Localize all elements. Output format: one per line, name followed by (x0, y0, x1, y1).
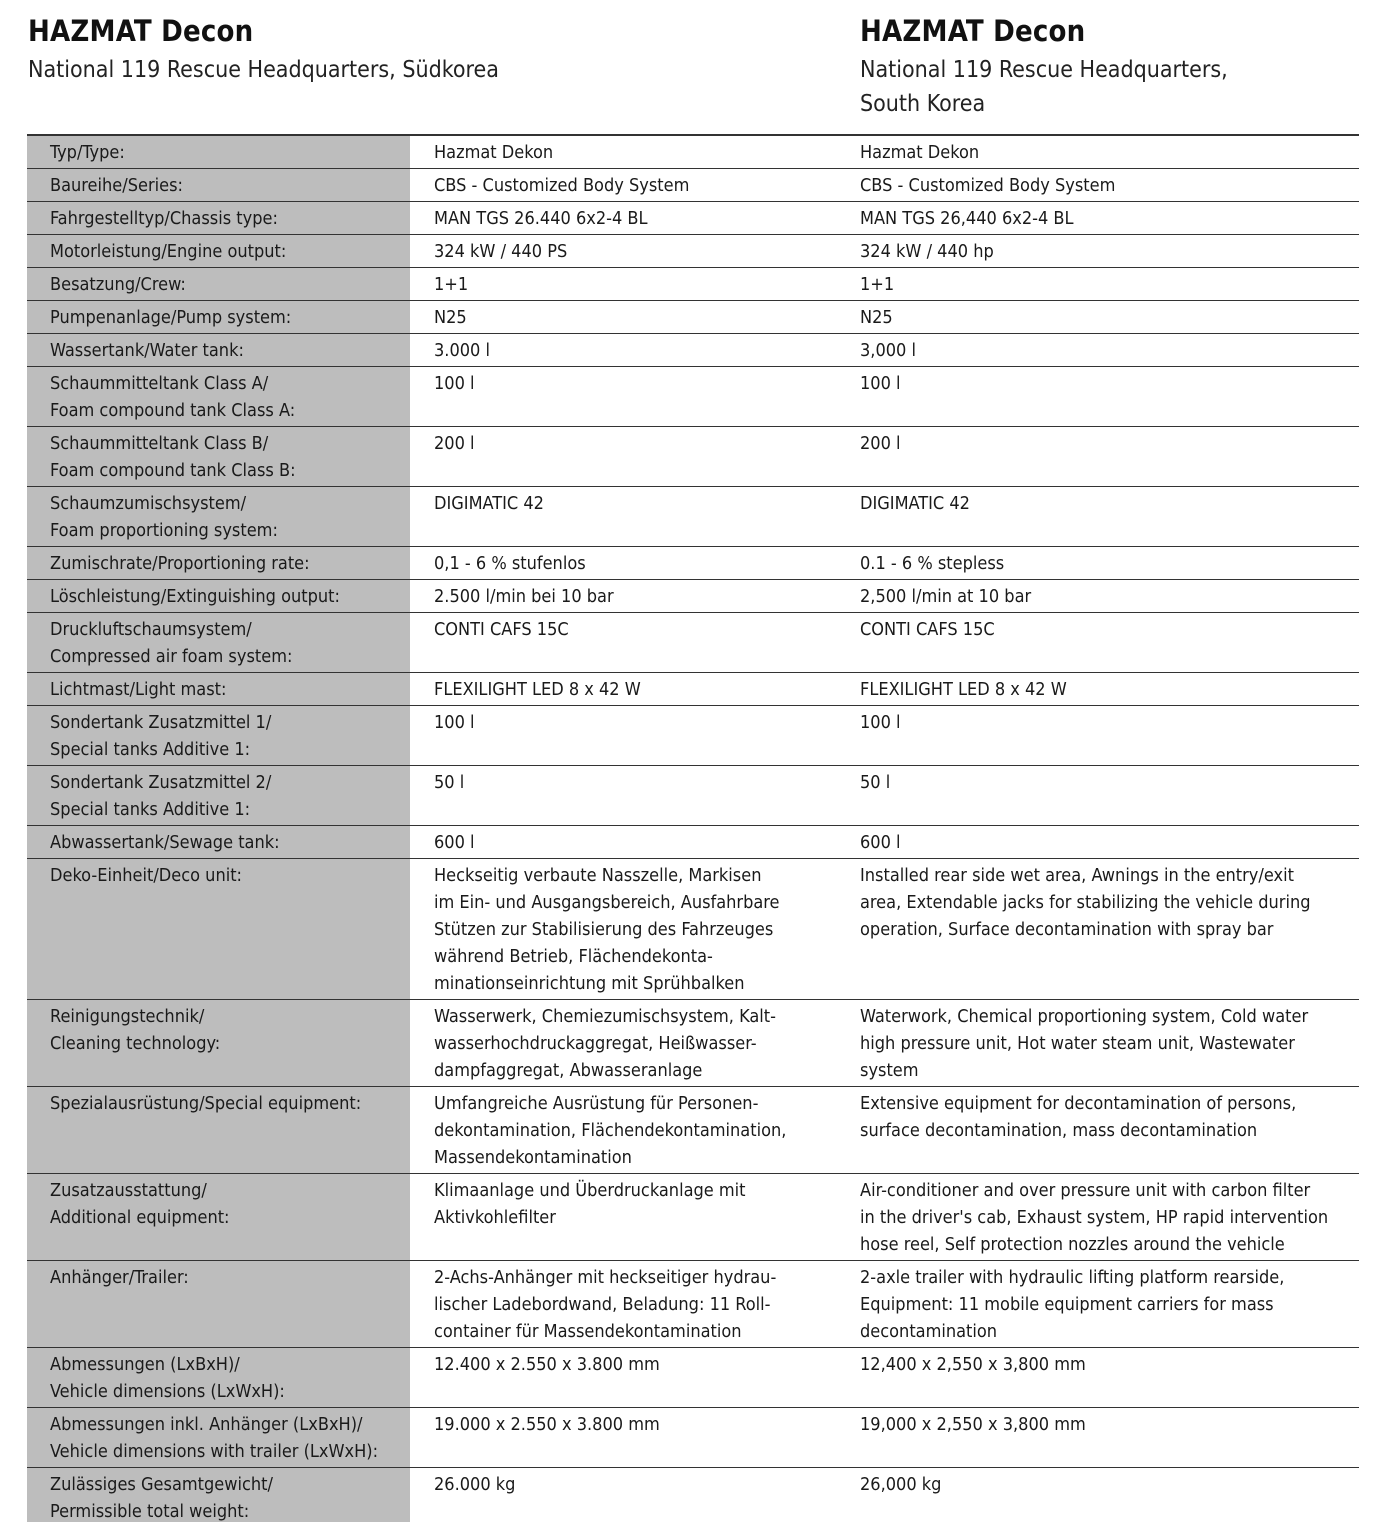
row-value-english (836, 580, 1359, 612)
row-label-cell (27, 268, 410, 300)
row-label-cell-text: Abmessungen (LxBxH)/ Vehicle dimensions (LxWxH): (50, 1354, 285, 1402)
row-value-german-text: 2-Achs-Anhänger mit heckseitiger hydrau- lischer Ladebordwand, Beladung: 11 Roll- container für Massendekontamination (434, 1267, 777, 1342)
row-value-english-text: 600 l (860, 832, 901, 853)
table-row (27, 580, 1359, 613)
row-value-german-text: 200 l (434, 433, 475, 454)
row-value-english-text: 12,400 x 2,550 x 3,800 mm (860, 1354, 1086, 1375)
row-value-german (410, 859, 836, 999)
row-value-german-text: 12.400 x 2.550 x 3.800 mm (434, 1354, 660, 1375)
row-value-german-text: 50 l (434, 772, 465, 793)
row-label-cell (27, 706, 410, 765)
row-label-cell-text: Schaumzumischsystem/ Foam proportioning system: (50, 493, 278, 541)
row-label-cell-text: Typ/Type: (50, 142, 125, 163)
row-label-cell (27, 826, 410, 858)
row-label-cell-text: Besatzung/Crew: (50, 274, 186, 295)
row-value-english-text: Extensive equipment for decontamination of persons, surface decontamination, mass decontamination (860, 1093, 1297, 1141)
row-label-cell-text: Fahrgestelltyp/Chassis type: (50, 208, 278, 229)
row-value-english-text: Waterwork, Chemical proportioning system, Cold water high pressure unit, Hot water steam unit, Wastewater system (860, 1006, 1309, 1081)
row-label-cell-text: Druckluftschaumsystem/ Compressed air foam system: (50, 619, 293, 667)
row-value-english-text: 100 l (860, 373, 901, 394)
row-value-german (410, 673, 836, 705)
row-value-english (836, 826, 1359, 858)
row-value-german-text: Umfangreiche Ausrüstung für Personen- dekontamination, Flächendekontamination, Massendekontamination (434, 1093, 787, 1168)
row-value-english-text: 3,000 l (860, 340, 916, 361)
row-value-english (836, 706, 1359, 765)
row-label-cell-text: Abmessungen inkl. Anhänger (LxBxH)/ Vehicle dimensions with trailer (LxWxH): (50, 1414, 379, 1462)
table-row (27, 1408, 1359, 1468)
row-value-english-text: DIGIMATIC 42 (860, 493, 970, 514)
row-label-cell-text: Zulässiges Gesamtgewicht/ Permissible total weight: (50, 1474, 273, 1522)
row-label-cell (27, 487, 410, 546)
row-label-cell-text: Wassertank/Water tank: (50, 340, 244, 361)
row-value-english-text: 19,000 x 2,550 x 3,800 mm (860, 1414, 1086, 1435)
row-label-cell (27, 547, 410, 579)
row-value-german (410, 613, 836, 672)
row-value-german-text: 100 l (434, 373, 475, 394)
row-label-cell (27, 1261, 410, 1347)
table-row (27, 1468, 1359, 1522)
spec-table (27, 134, 1359, 1522)
row-value-english-text: Hazmat Dekon (860, 142, 980, 163)
row-value-english (836, 202, 1359, 234)
row-label-cell-text: Pumpenanlage/Pump system: (50, 307, 292, 328)
row-value-german (410, 1174, 836, 1260)
row-value-german (410, 706, 836, 765)
row-value-english (836, 1468, 1359, 1522)
row-value-english (836, 1348, 1359, 1407)
row-value-english (836, 235, 1359, 267)
spec-table-body (27, 136, 1359, 1522)
row-label-cell-text: Spezialausrüstung/Special equipment: (50, 1093, 362, 1114)
table-row (27, 1261, 1359, 1348)
row-value-german-text: 26.000 kg (434, 1474, 516, 1495)
row-label-cell (27, 334, 410, 366)
row-value-german-text: Wasserwerk, Chemiezumischsystem, Kalt- wasserhochdruckaggregat, Heißwasser- dampfaggregat, Abwasseranlage (434, 1006, 776, 1081)
row-value-english-text: 2-axle trailer with hydraulic lifting platform rearside, Equipment: 11 mobile equipment carriers for mass decontamination (860, 1267, 1285, 1342)
table-row (27, 1087, 1359, 1174)
row-value-english-text: Air-conditioner and over pressure unit with carbon filter in the driver's cab, Exhaust system, HP rapid intervention hose reel, Self protection nozzles around the vehicle (860, 1180, 1329, 1255)
row-label-cell (27, 580, 410, 612)
row-label-cell (27, 202, 410, 234)
row-value-english (836, 1408, 1359, 1467)
row-value-german-text: N25 (434, 307, 467, 328)
row-value-german (410, 766, 836, 825)
row-value-german-text: 19.000 x 2.550 x 3.800 mm (434, 1414, 660, 1435)
row-value-german (410, 547, 836, 579)
row-label-cell (27, 1468, 410, 1522)
row-value-english (836, 1087, 1359, 1173)
row-value-german (410, 301, 836, 333)
row-value-german (410, 826, 836, 858)
row-label-cell-text: Schaummitteltank Class A/ Foam compound tank Class A: (50, 373, 296, 421)
row-label-cell-text: Lichtmast/Light mast: (50, 679, 227, 700)
table-row (27, 826, 1359, 859)
row-value-german-text: 324 kW / 440 PS (434, 241, 568, 262)
row-value-german (410, 1000, 836, 1086)
row-label-cell (27, 1000, 410, 1086)
row-value-english (836, 268, 1359, 300)
row-value-german-text: DIGIMATIC 42 (434, 493, 544, 514)
row-value-english (836, 136, 1359, 168)
row-value-english-text: Installed rear side wet area, Awnings in the entry/exit area, Extendable jacks for stabilizing the vehicle during operation, Surface decontamination with spray bar (860, 865, 1311, 940)
row-value-english-text: 2,500 l/min at 10 bar (860, 586, 1032, 607)
row-value-german-text: 0,1 - 6 % stufenlos (434, 553, 586, 574)
table-row (27, 613, 1359, 673)
table-row (27, 859, 1359, 1000)
row-label-cell (27, 367, 410, 426)
row-value-english-text: MAN TGS 26,440 6x2-4 BL (860, 208, 1074, 229)
row-label-cell (27, 301, 410, 333)
row-label-cell-text: Zumischrate/Proportioning rate: (50, 553, 310, 574)
row-value-english (836, 1261, 1359, 1347)
row-label-cell (27, 169, 410, 201)
row-value-german (410, 1408, 836, 1467)
row-value-english-text: 100 l (860, 712, 901, 733)
row-label-cell-text: Baureihe/Series: (50, 175, 183, 196)
table-row (27, 301, 1359, 334)
row-value-english (836, 367, 1359, 426)
table-row (27, 136, 1359, 169)
row-value-german (410, 427, 836, 486)
row-value-english-text: CONTI CAFS 15C (860, 619, 995, 640)
row-value-english-text: 324 kW / 440 hp (860, 241, 994, 262)
table-row (27, 367, 1359, 427)
table-row (27, 487, 1359, 547)
row-value-english-text: 0.1 - 6 % stepless (860, 553, 1005, 574)
row-label-cell-text: Sondertank Zusatzmittel 2/ Special tanks Additive 1: (50, 772, 272, 820)
row-label-cell (27, 673, 410, 705)
row-value-german-text: 3.000 l (434, 340, 490, 361)
row-value-german (410, 367, 836, 426)
row-value-english (836, 613, 1359, 672)
row-label-cell (27, 1174, 410, 1260)
row-value-english-text: 26,000 kg (860, 1474, 942, 1495)
row-label-cell (27, 613, 410, 672)
table-row (27, 1000, 1359, 1087)
table-row (27, 202, 1359, 235)
row-value-german-text: 100 l (434, 712, 475, 733)
row-value-english (836, 301, 1359, 333)
row-label-cell-text: Sondertank Zusatzmittel 1/ Special tanks Additive 1: (50, 712, 272, 760)
row-value-english (836, 334, 1359, 366)
row-label-cell (27, 1408, 410, 1467)
table-row (27, 673, 1359, 706)
row-value-german (410, 136, 836, 168)
row-value-german (410, 202, 836, 234)
page-subtitle-german: National 119 Rescue Headquarters, Südkorea (28, 57, 499, 83)
row-value-english (836, 766, 1359, 825)
row-value-german (410, 580, 836, 612)
row-value-english-text: FLEXILIGHT LED 8 x 42 W (860, 679, 1067, 700)
page-title-english: HAZMAT Decon (860, 14, 1086, 48)
row-value-english-text: 50 l (860, 772, 891, 793)
row-label-cell (27, 766, 410, 825)
row-label-cell (27, 1348, 410, 1407)
row-value-german-text: Hazmat Dekon (434, 142, 554, 163)
row-value-german (410, 1348, 836, 1407)
row-value-english-text: 1+1 (860, 274, 895, 295)
row-value-english-text: CBS - Customized Body System (860, 175, 1116, 196)
row-value-german (410, 334, 836, 366)
row-value-german (410, 169, 836, 201)
row-value-german-text: 600 l (434, 832, 475, 853)
row-label-cell (27, 1087, 410, 1173)
row-value-english (836, 169, 1359, 201)
row-value-german-text: Heckseitig verbaute Nasszelle, Markisen im Ein- und Ausgangsbereich, Ausfahrbare Stützen zur Stabilisierung des Fahrzeuges während Betrieb, Flächendekonta- minationseinrichtung mit Sprühbalken (434, 865, 780, 994)
row-label-cell (27, 235, 410, 267)
row-value-german (410, 1087, 836, 1173)
row-value-german-text: MAN TGS 26.440 6x2-4 BL (434, 208, 648, 229)
row-value-english (836, 427, 1359, 486)
row-label-cell (27, 427, 410, 486)
row-value-english-text: 200 l (860, 433, 901, 454)
row-label-cell-text: Schaummitteltank Class B/ Foam compound tank Class B: (50, 433, 296, 481)
row-value-german-text: 2.500 l/min bei 10 bar (434, 586, 614, 607)
row-label-cell-text: Löschleistung/Extinguishing output: (50, 586, 340, 607)
row-value-german-text: CONTI CAFS 15C (434, 619, 569, 640)
table-row (27, 766, 1359, 826)
row-value-english (836, 1174, 1359, 1260)
table-row (27, 268, 1359, 301)
row-value-german-text: Klimaanlage und Überdruckanlage mit Aktivkohlefilter (434, 1180, 746, 1228)
row-label-cell-text: Reinigungstechnik/ Cleaning technology: (50, 1006, 221, 1054)
row-value-german (410, 268, 836, 300)
table-row (27, 547, 1359, 580)
page-title-german: HAZMAT Decon (28, 14, 254, 48)
table-row (27, 427, 1359, 487)
table-row (27, 1348, 1359, 1408)
table-row (27, 235, 1359, 268)
row-label-cell (27, 859, 410, 999)
table-row (27, 706, 1359, 766)
row-value-german (410, 1261, 836, 1347)
table-row (27, 334, 1359, 367)
row-label-cell-text: Anhänger/Trailer: (50, 1267, 189, 1288)
table-row (27, 1174, 1359, 1261)
row-value-english (836, 1000, 1359, 1086)
row-value-english (836, 487, 1359, 546)
row-value-german (410, 487, 836, 546)
row-value-english-text: N25 (860, 307, 893, 328)
row-value-english (836, 859, 1359, 999)
row-value-german-text: 1+1 (434, 274, 469, 295)
row-value-german (410, 1468, 836, 1522)
row-value-english (836, 673, 1359, 705)
row-label-cell-text: Zusatzausstattung/ Additional equipment: (50, 1180, 230, 1228)
row-label-cell-text: Abwassertank/Sewage tank: (50, 832, 280, 853)
page-subtitle-english: National 119 Rescue Headquarters, South Korea (860, 57, 1228, 117)
row-value-english (836, 547, 1359, 579)
row-value-german (410, 235, 836, 267)
row-value-german-text: FLEXILIGHT LED 8 x 42 W (434, 679, 641, 700)
row-value-german-text: CBS - Customized Body System (434, 175, 690, 196)
table-row (27, 169, 1359, 202)
row-label-cell-text: Motorleistung/Engine output: (50, 241, 287, 262)
row-label-cell (27, 136, 410, 168)
row-label-cell-text: Deko-Einheit/Deco unit: (50, 865, 243, 886)
